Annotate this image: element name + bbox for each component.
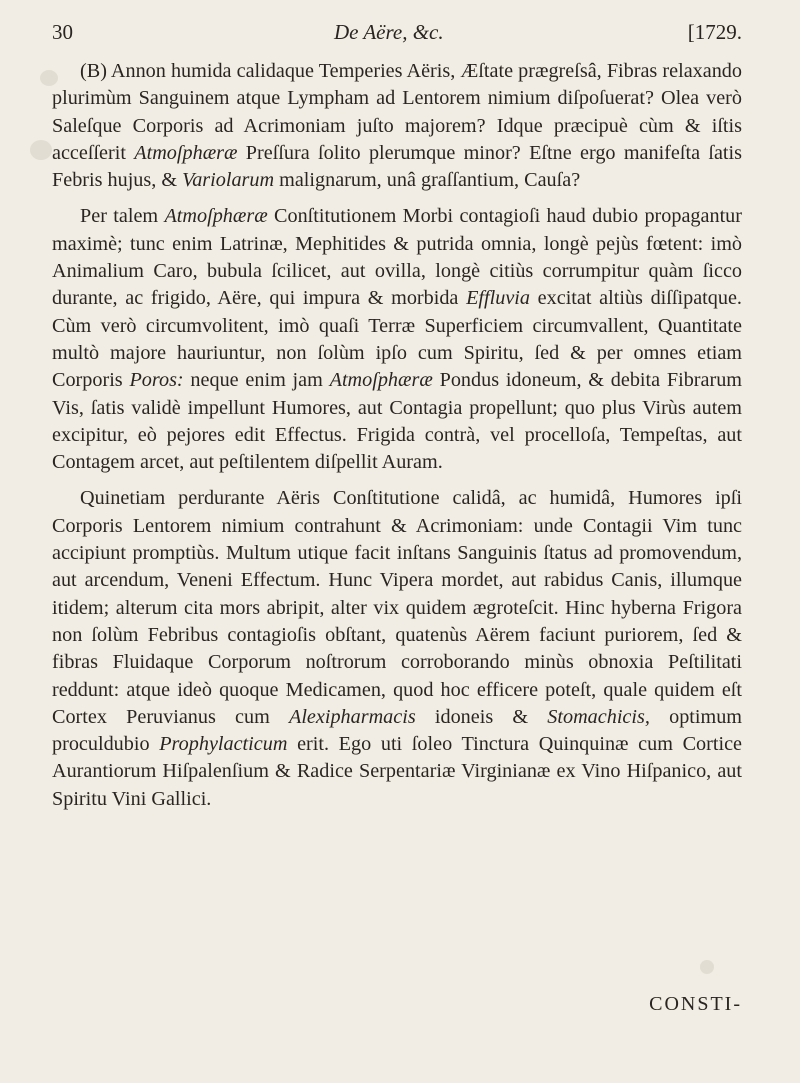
- text-run: Per talem: [80, 205, 165, 228]
- italic-term: Alexipharmacis: [288, 705, 416, 728]
- text-run: optimum proculdubio: [52, 705, 742, 756]
- italic-term: Poros:: [129, 369, 184, 392]
- text-run: Quinetiam perdurante Aëris Conſtitutione calidâ, ac humidâ, Humores ipſi Corporis Lentorem nimium contrahunt & Acrimoniam: unde Contagii Vim tunc accipiunt promptiùs. Multum utique facit inſtans Sanguinis ſtatus ad promovendum, aut arcendum, Veneni Effectum. Hunc Vipera mordet, aut rabidus Canis, illumque itidem; alterum cita mors abripit, alter vix quidem ægroteſcit. Hinc hyberna Frigora non ſolùm Febribus contagioſis obſtant, quatenùs Aërem faciunt puriorem, ſed & fibras Fluidaque Corporum noſtrorum corroborando minùs obnoxia Peſtilitati reddunt: atque ideò quoque Medicamen, quod hoc efficere poteſt, quale quidem eſt Cortex Peruvianus cum: [52, 487, 742, 728]
- body-text: [52, 58, 742, 813]
- paragraph: [52, 58, 742, 194]
- year-marker: [1729.: [687, 20, 742, 44]
- catchword: CONSTI-: [649, 993, 742, 1015]
- text-run: malignarum, unâ graſſantium, Cauſa?: [274, 169, 581, 192]
- paragraph: [52, 203, 742, 476]
- paragraph: [52, 485, 742, 813]
- italic-term: Atmoſphæræ: [164, 205, 268, 228]
- text-run: Conſtitutionem Morbi contagioſi haud dubio propagantur maximè; tunc enim Latrinæ, Mephitides & putrida omnia, longè pejùs fœtent: imò Animalium Caro, bubula ſcilicet, aut ovilla, longè citiùs corrumpitur quàm ſicco durante, ac frigido, Aëre, qui impura & morbida: [52, 205, 742, 310]
- italic-term: Effluvia: [466, 287, 530, 310]
- italic-term: Stomachicis,: [547, 705, 650, 728]
- text-run: Preſſura ſolito plerumque minor? Eſtne ergo manifeſta ſatis Febris hujus, &: [52, 141, 742, 192]
- italic-term: Prophylacticum: [159, 733, 288, 756]
- running-title: De Aëre, &c.: [334, 20, 444, 44]
- page-number: 30: [52, 20, 73, 44]
- italic-term: Atmoſphæræ: [134, 141, 238, 164]
- foxing-spot: [700, 960, 714, 974]
- text-run: (B) Annon humida calidaque Temperies Aëris, Æſtate prægreſsâ, Fibras relaxando plurimùm Sanguinem atque Lympham ad Lentorem nimium diſpoſuerat? Olea verò Saleſque Corporis ad Acrimoniam juſto majorem? Idque præcipuè cùm & iſtis acceſſerit: [52, 60, 742, 164]
- text-run: neque enim jam: [183, 369, 330, 392]
- text-run: idoneis &: [415, 705, 548, 728]
- page-header: [52, 14, 742, 48]
- text-run: Pondus idoneum, & debita Fibrarum Vis, ſatis validè impellunt Humores, aut Contagia propellunt; quo plus Virùs autem excipitur, eò pejores edit Effectus. Frigida contrà, vel procelloſa, Tempeſtas, aut Contagem arcet, aut peſtilentem diſpellit Auram.: [52, 369, 743, 474]
- text-run: excitat altiùs diſſipatque. Cùm verò circumvolitent, imò quaſi Terræ Superficiem circumvallent, Quantitate multò majore hauriuntur, non ſolùm ipſo cum Spiritu, ſed & per omnes etiam Corporis: [52, 287, 742, 392]
- foxing-spot: [30, 140, 52, 160]
- italic-term: Variolarum: [182, 169, 275, 192]
- italic-term: Atmoſphæræ: [329, 369, 433, 392]
- text-run: erit. Ego uti ſoleo Tinctura Quinquinæ cum Cortice Aurantiorum Hiſpalenſium & Radice Serpentariæ Virginianæ ex Vino Hiſpanico, aut Spiritu Vini Gallici.: [52, 733, 742, 810]
